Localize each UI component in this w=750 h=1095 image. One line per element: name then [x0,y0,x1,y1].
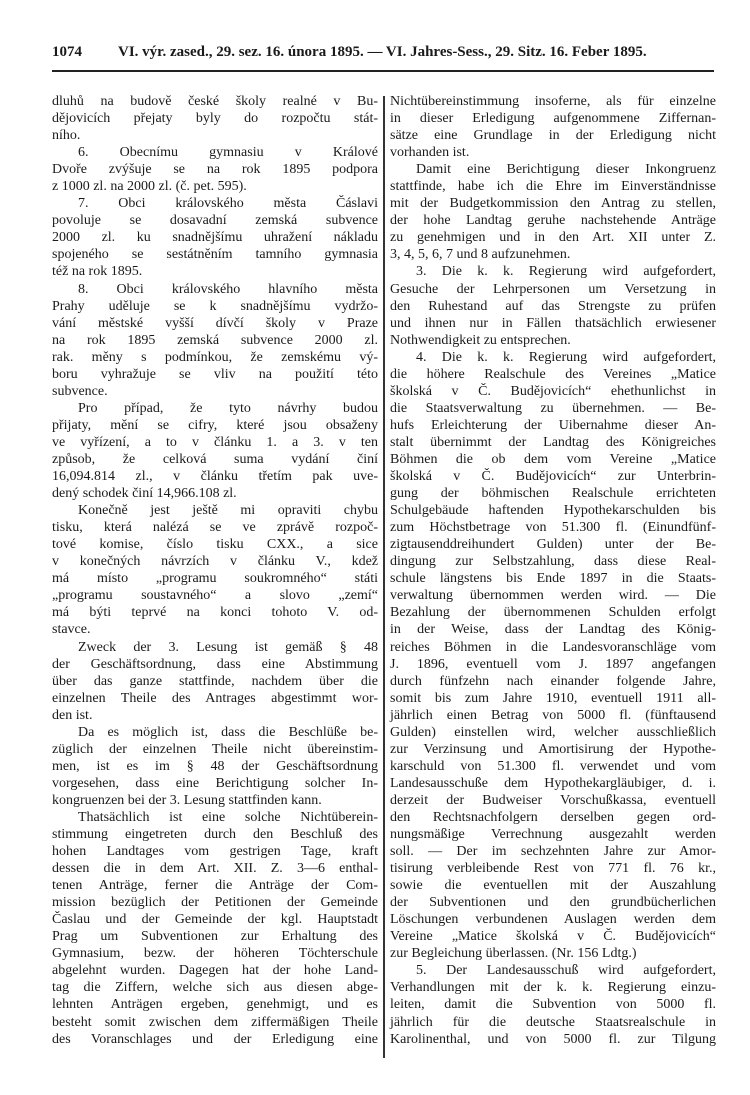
text-line: Pro případ, že tyto návrhy budou [78,400,378,416]
text-line: Vereine „Matice školská v Č. Budějovicích“ [390,929,716,945]
text-line: jährlich einen Betrag von 5000 fl. (fünftausend [390,707,716,723]
text-line: J. 1896, eventuell vom J. 1897 angefangen [390,656,716,672]
text-line: somit bis zum Jahre 1910, eventuell 1911 all- [390,690,716,706]
text-line: Karolinenthal, und von 5000 fl. zur Tilgung [390,1031,716,1047]
text-line: na rok 1895 zemská subvence 2000 zl. [52,332,378,348]
text-line: vání městské vyšší dívčí školy v Praze [52,315,378,331]
text-line: 7. Obci královského města Čáslavi [78,196,378,212]
text-line: und ihnen nur in Fällen thatsächlich erwiesener [390,315,716,331]
text-line: zu genehmigen und in den Art. XII unter Z. [390,230,716,246]
text-line: den Ruhestand auf das Strengste zu prüfen [390,298,716,314]
text-line: dingung zur Selbstzahlung, dass diese Real- [390,554,716,570]
text-line: má místo „programu soukromného“ státi [52,571,378,587]
text-line: derzeit der Budweiser Vorschußkassa, eventuell [390,792,716,808]
text-line: tové komise, číslo tisku CXX., a sice [52,537,378,553]
text-line: sowie die eventuellen mit der Auszahlung [390,878,716,894]
text-line: spojeného se sestátněním tamního gymnasia [52,247,378,263]
text-line: „programu soustavného“ a slovo „zemí“ [52,588,378,604]
text-line: dessen die in dem Art. XII. Z. 3—6 enthal- [52,861,378,877]
text-line: dený schodek činí 14,966.108 zl. [52,486,237,502]
text-line: karschuld von 51.300 fl. verwendet und vom [390,758,716,774]
text-line: tag die Ziffern, welche sich aus diesen abge- [52,980,378,996]
left-column-czech [52,93,378,1048]
text-line: vorgesehen, dass eine Berichtigung solcher In- [52,775,378,791]
column-divider [383,96,385,1058]
text-line: schule längstens bis Ende 1897 in die Staats- [390,571,716,587]
text-line: Schulgebäude haftenden Hypothekarschulden bis [390,503,716,519]
text-line: boru vyhražuje se vliv na použití této [52,366,378,382]
text-line: sätze eine Grundlage in der Erledigung nicht [390,128,716,144]
text-line: Gymnasium, bezw. der höheren Töchterschule [52,946,378,962]
text-line: zum Höchstbetrage von 51.300 fl. (Einundfünf- [390,520,716,536]
text-line: die höhere Realschule des Vereines „Matice [390,366,716,382]
text-line: přijaty, mění se cifry, které jsou obsaženy [52,417,378,433]
text-line: mission bezüglich der Petitionen der Gemeinde [52,895,378,911]
text-line: též na rok 1895. [52,264,143,280]
text-line: dluhů na budově české školy realné v Bu- [52,94,378,109]
text-line: vorhanden ist. [390,145,470,161]
text-line: stattfinde, habe ich die Ehre im Einverständnisse [390,179,716,195]
text-line: ního. [52,128,81,144]
text-line: školská v Č. Budějovicích“ ehethunlichst in [390,383,716,399]
text-line: die Staatsverwaltung zu übernehmen. — Be- [390,400,716,416]
right-column-german [390,93,716,1048]
text-line: Zweck der 3. Lesung ist gemäß § 48 [78,639,378,655]
text-line: povoluje se dosavadní zemská subvence [52,213,378,229]
text-line: Časlau und der Gemeinde der kgl. Hauptstadt [52,912,378,928]
text-line: rak. měny s podmínkou, že zemskému vý- [52,349,378,365]
text-line: men, ist es im § 48 der Geschäftsordnung [52,758,378,774]
text-line: 6. Obecnímu gymnasiu v Králové [78,145,378,161]
text-line: des Voranschlages und der Erledigung eine [52,1031,378,1047]
text-line: 5. Der Landesausschuß wird aufgefordert, [416,963,716,979]
text-line: školská v Č. Budějovicích“ zur Unterbrin- [390,469,716,485]
text-line: Nichtübereinstimmung insoferne, als für einzelne [390,94,716,109]
text-line: Dvoře zvýšuje se na rok 1895 podpora [52,162,378,178]
text-line: in der Weise, dass der Landtag des König- [390,622,716,638]
text-line: Gulden) einstellen wird, welcher ausschließlich [390,724,716,740]
text-line: 3. Die k. k. Regierung wird aufgefordert, [416,264,716,280]
text-line: Landesausschuße dem Hypothekargläubiger, d. i. [390,775,716,791]
text-line: mit der Budgetkommission den Antrag zu stellen, [390,196,716,212]
text-line: stalt übernimmt der Landtag des Königreiches [390,434,716,450]
text-line: tenen Anträge, ferner die Anträge der Com- [52,878,378,894]
text-line: lehnten Anträgen ergeben, genehmigt, und es [52,997,378,1013]
text-line: ve vyřízení, a to v článku 1. a 3. v ten [52,434,378,450]
text-line: dějovicích přejaty byly do rozpočtu stát- [52,111,378,127]
text-line: Bezahlung der übernommenen Schulden erfolgt [390,605,716,621]
text-line: einzelnen Theile des Antrages abgestimmt wor- [52,690,378,706]
text-line: der Subventionen und den grundbücherlichen [390,895,716,911]
text-line: 2000 zl. ku snadnějšímu uhražení nákladu [52,230,378,246]
text-line: verwaltung übernommen werden wird. — Die [390,588,716,604]
text-line: der Geschäftsordnung, dass eine Abstimmung [52,656,378,672]
text-line: hohen Landtages vom gestrigen Tage, kraft [52,844,378,860]
text-line: zur Begleichung überlassen. (Nr. 156 Ldtg.) [390,946,637,962]
text-line: der hohe Landtag geruhe nachstehende Anträge [390,213,716,229]
header-rule [52,70,714,72]
text-line: způsob, že celková suma vydání činí [52,451,378,467]
text-line: hufs Erleichterung der Uibernahme dieser An- [390,417,716,433]
text-line: Damit eine Berichtigung dieser Inkongruenz [416,162,716,178]
header-title: VI. výr. zased., 29. sez. 16. února 1895. — VI. Jahres-Sess., 29. Sitz. 16. Feber 1895. [118,44,647,60]
page-number: 1074 [52,44,82,60]
text-line: Konečně jest ještě mi opraviti chybu [78,503,378,519]
text-line: Gesuche der Lehrpersonen um Versetzung in [390,281,716,297]
text-line: má býti teprvé na konci tohoto V. od- [52,605,378,621]
text-line: subvence. [52,383,108,399]
text-line: stimmung eingetreten durch den Beschluß des [52,827,378,843]
text-line: 4. Die k. k. Regierung wird aufgefordert, [416,349,716,365]
text-line: zur Verzinsung und Amortisirung der Hypothe- [390,741,716,757]
text-line: nungsmäßige Verrechnung ausgezahlt werden [390,827,716,843]
text-line: soll. — Der im sechzehnten Jahre zur Amor- [390,844,716,860]
text-line: abgelehnt wurden. Dagegen hat der hohe Land- [52,963,378,979]
text-line: Prahy uděluje se k snadnějšímu vydržo- [52,298,378,314]
text-line: Thatsächlich ist eine solche Nichtüberein- [78,809,378,825]
text-line: tisirung verbleibende Rest von 771 fl. 76 kr., [390,861,716,877]
text-line: v konečných návrzích v článku V., kdež [52,554,378,570]
text-line: über das ganze stattfinde, nachdem über die [52,673,378,689]
text-line: den ist. [52,707,93,723]
text-line: züglich der einzelnen Theile nicht übereinstim- [52,741,378,757]
text-line: leiten, damit die Subvention von 5000 fl. [390,997,716,1013]
text-line: in dieser Erledigung aufgenommene Ziffernan- [390,111,716,127]
text-line: reiches Böhmen in die Landesvoranschläge vom [390,639,716,655]
text-line: durch fünfzehn nach einander folgende Jahre, [390,673,716,689]
text-line: Nothwendigkeit zu entsprechen. [390,332,571,348]
text-line: tisku, která nalézá se ve zprávě rozpoč- [52,520,378,536]
text-line: besteht somit zwischen dem ziffermäßigen Theile [52,1014,378,1030]
text-line: 3, 4, 5, 6, 7 und 8 aufzunehmen. [390,247,571,263]
text-line: gung der böhmischen Realschule errichteten [390,486,716,502]
text-line: 16,094.814 zl., v článku třetím pak uve- [52,469,378,485]
text-line: 8. Obci královského hlavního města [78,281,378,297]
text-line: den Rechtsnachfolgern derselben gegen ord- [390,809,716,825]
text-line: kongruenzen bei der 3. Lesung stattfinden kann. [52,792,322,808]
text-line: zigtausenddreihundert Gulden) unter der Be- [390,537,716,553]
text-line: Löschungen verbundenen Auslagen werden dem [390,912,716,928]
text-line: Verhandlungen mit der k. k. Regierung einzu- [390,980,716,996]
text-line: Prag um Subventionen zur Erhaltung des [52,929,378,945]
text-line: stavce. [52,622,91,638]
text-line: Böhmen die ob dem vom Vereine „Matice [390,451,716,467]
text-line: z 1000 zl. na 2000 zl. (č. pet. 595). [52,179,247,195]
text-line: Da es möglich ist, dass die Beschlüße be- [78,724,378,740]
text-line: jährlich für die deutsche Staatsrealschule in [390,1014,716,1030]
